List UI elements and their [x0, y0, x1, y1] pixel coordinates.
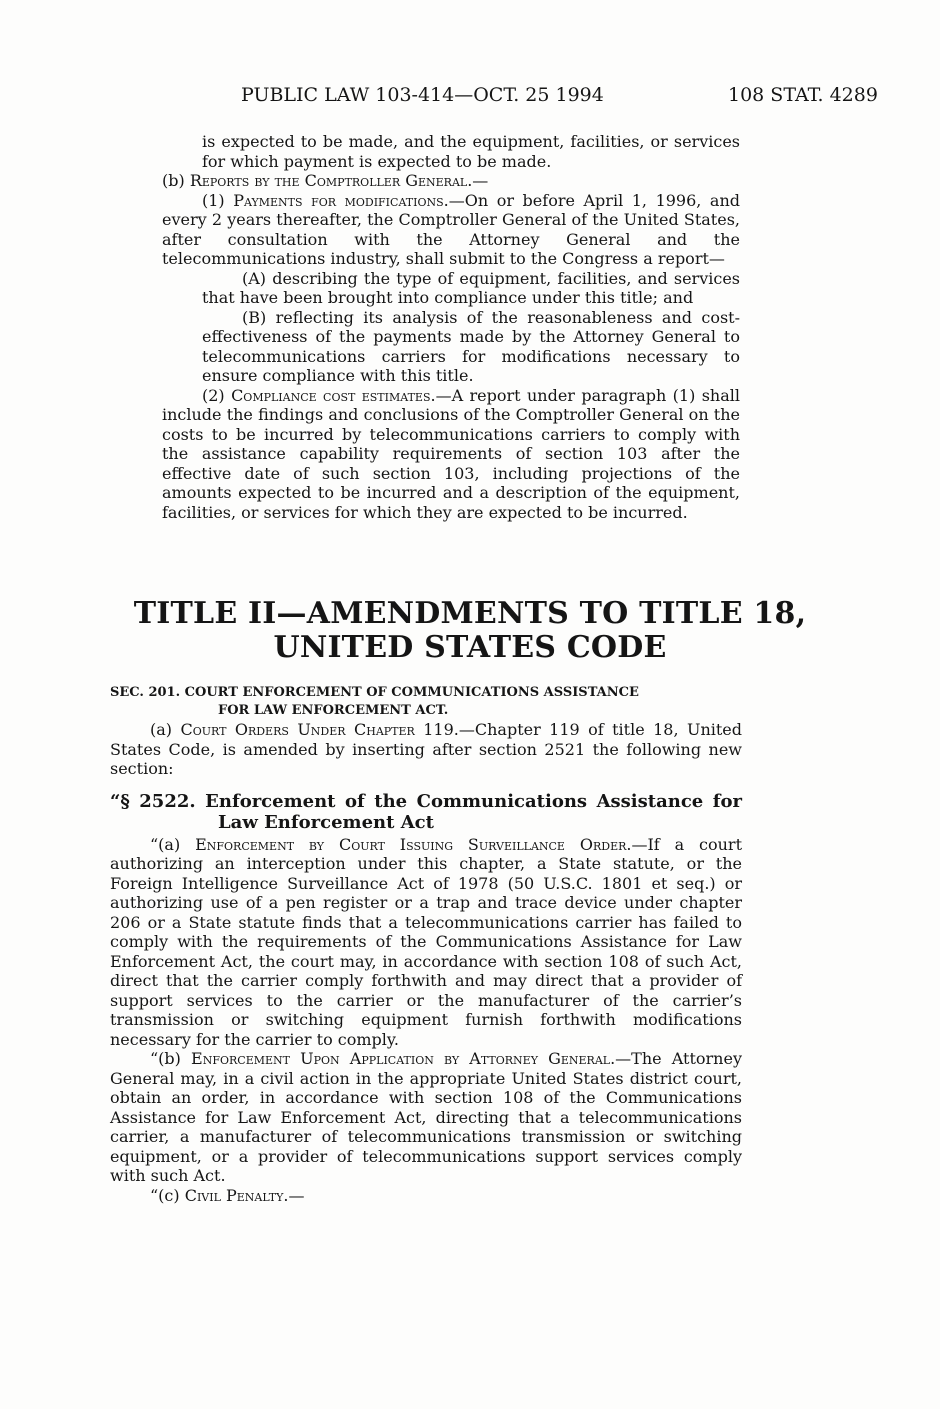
section-heading-line-1: SEC. 201. COURT ENFORCEMENT OF COMMUNICATIONS ASSISTANCE: [110, 685, 639, 700]
running-header: [0, 80, 940, 110]
section-2522-heading: “§ 2522. Enforcement of the Communications Assistance for Law Enforcement Act: [110, 790, 742, 833]
title-line-2: UNITED STATES CODE: [273, 630, 667, 665]
paragraph-2: (2) Compliance cost estimates.—A report under paragraph (1) shall include the findings and conclusions of the Comptroller General on the costs to be incurred by telecommunications carriers to comply with the assistance capability requirements of section 103 after the effective date of such section 103, including projections of the amounts expected to be incurred and a description of the equipment, facilities, or services for which they are expected to be incurred.: [162, 385, 741, 522]
subparagraph-b: (B) reflecting its analysis of the reasonableness and cost-effectiveness of the payments made by the Attorney General to telecommunications carriers for modifications necessary to ensure compliance with this title.: [202, 307, 740, 385]
lower-text-block: [110, 720, 742, 1205]
paragraph-1: (1) Payments for modifications.—On or before April 1, 1996, and every 2 years thereafter, the Comptroller General of the United States, after consultation with the Attorney General and the telecommunications industry, shall submit to the Congress a report—: [162, 190, 741, 268]
subsection-b-heading: (b) Reports by the Comptroller General.—: [162, 171, 489, 190]
statute-page-number: 108 STAT. 4289: [728, 84, 878, 106]
section-heading-line-2: FOR LAW ENFORCEMENT ACT.: [218, 703, 449, 718]
section-201-heading: [110, 684, 742, 720]
quoted-subsection-b: “(b) Enforcement Upon Application by Attorney General.—The Attorney General may, in a civil action in the appropriate United States district court, obtain an order, in accordance with section 108 of the Communications Assistance for Law Enforcement Act, directing that a telecommunications carrier, a manufacturer of telecommunications transmission or switching equipment, or a provider of telecommunications support services comply with such Act.: [110, 1049, 742, 1185]
quoted-subsection-a: “(a) Enforcement by Court Issuing Surveillance Order.—If a court authorizing an interception under this chapter, a State statute, or the Foreign Intelligence Surveillance Act of 1978 (50 U.S.C. 1801 et seq.) or authorizing use of a pen register or a trap and trace device under chapter 206 or a State statute finds that a telecommunications carrier has failed to comply with the requirements of the Communications Assistance for Law Enforcement Act, the court may, in accordance with section 108 of such Act, direct that the carrier comply forthwith and may direct that a provider of support services to the carrier or the manufacturer of the carrier’s transmission or switching equipment furnish forthwith modifications necessary for the carrier to comply.: [110, 834, 742, 1049]
quoted-subsection-c: “(c) Civil Penalty.—: [150, 1185, 305, 1205]
public-law-citation: PUBLIC LAW 103-414—OCT. 25 1994: [241, 84, 604, 106]
title-line-1: TITLE II—AMENDMENTS TO TITLE 18,: [133, 596, 807, 631]
subsection-a: (a) Court Orders Under Chapter 119.—Chapter 119 of title 18, United States Code, is amended by inserting after section 2521 the following new section:: [110, 720, 742, 778]
upper-text-block: [162, 132, 740, 522]
title-heading: [110, 597, 830, 665]
subparagraph-a: (A) describing the type of equipment, facilities, and services that have been brought into compliance under this title; and: [202, 268, 740, 307]
continued-paragraph: is expected to be made, and the equipment, facilities, or services for which payment is expected to be made.: [202, 132, 740, 171]
